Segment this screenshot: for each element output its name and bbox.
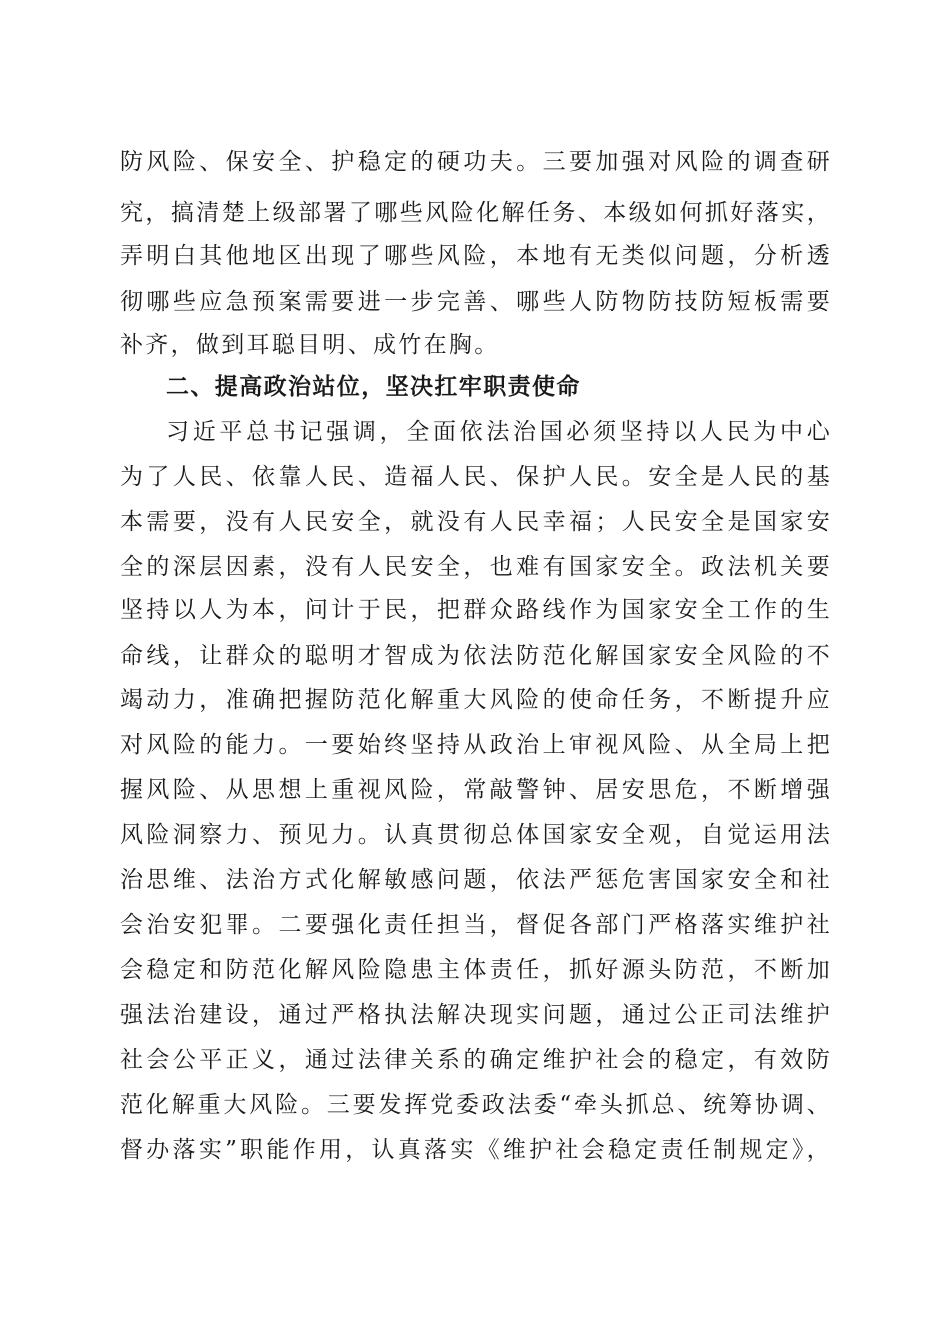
paragraph-2-line-5: 坚持以人为本，问计于民，把群众路线作为国家安全工作的生 xyxy=(120,597,832,623)
paragraph-2-line-12: 会治安犯罪。二要强化责任担当，督促各部门严格落实维护社 xyxy=(120,912,832,938)
paragraph-2-line-8: 对风险的能力。一要始终坚持从政治上审视风险、从全局上把 xyxy=(120,732,832,758)
paragraph-2-line-4: 全的深层因素，没有人民安全，也难有国家安全。政法机关要 xyxy=(120,554,832,580)
paragraph-1-line-3: 弄明白其他地区出现了哪些风险，本地有无类似问题，分析透 xyxy=(120,243,832,269)
paragraph-2-line-16: 范化解重大风险。三要发挥党委政法委“牵头抓总、统筹协调、 xyxy=(120,1092,832,1118)
paragraph-1-line-2: 究，搞清楚上级部署了哪些风险化解任务、本级如何抓好落实， xyxy=(120,200,832,226)
paragraph-2-line-6: 命线，让群众的聪明才智成为依法防范化解国家安全风险的不 xyxy=(120,643,832,669)
paragraph-2-line-11: 治思维、法治方式化解敏感问题，依法严惩危害国家安全和社 xyxy=(120,867,832,893)
paragraph-2-line-1: 习近平总书记强调，全面依法治国必须坚持以人民为中心 xyxy=(166,419,832,445)
paragraph-1-line-4: 彻哪些应急预案需要进一步完善、哪些人防物防技防短板需要 xyxy=(120,289,832,315)
document-page xyxy=(120,0,832,1344)
paragraph-2-line-17: 督办落实”职能作用，认真落实《维护社会稳定责任制规定》， xyxy=(120,1137,832,1163)
paragraph-2-line-3: 本需要，没有人民安全，就没有人民幸福；人民安全是国家安 xyxy=(120,509,832,535)
paragraph-2-line-9: 握风险、从思想上重视风险，常敲警钟、居安思危，不断增强 xyxy=(120,777,832,803)
paragraph-2-line-13: 会稳定和防范化解风险隐患主体责任，抓好源头防范，不断加 xyxy=(120,957,832,983)
paragraph-1-line-1: 防风险、保安全、护稳定的硬功夫。三要加强对风险的调查研 xyxy=(120,149,832,175)
paragraph-2-line-14: 强法治建设，通过严格执法解决现实问题，通过公正司法维护 xyxy=(120,1002,832,1028)
paragraph-2-line-2: 为了人民、依靠人民、造福人民、保护人民。安全是人民的基 xyxy=(120,464,832,490)
paragraph-2-line-10: 风险洞察力、预见力。认真贯彻总体国家安全观，自觉运用法 xyxy=(120,822,832,848)
paragraph-2-line-7: 竭动力，准确把握防范化解重大风险的使命任务，不断提升应 xyxy=(120,687,832,713)
section-heading: 二、提高政治站位，坚决扛牢职责使命 xyxy=(166,374,581,400)
paragraph-2-line-15: 社会公平正义，通过法律关系的确定维护社会的稳定，有效防 xyxy=(120,1047,832,1073)
paragraph-1-line-5: 补齐，做到耳聪目明、成竹在胸。 xyxy=(120,332,500,358)
